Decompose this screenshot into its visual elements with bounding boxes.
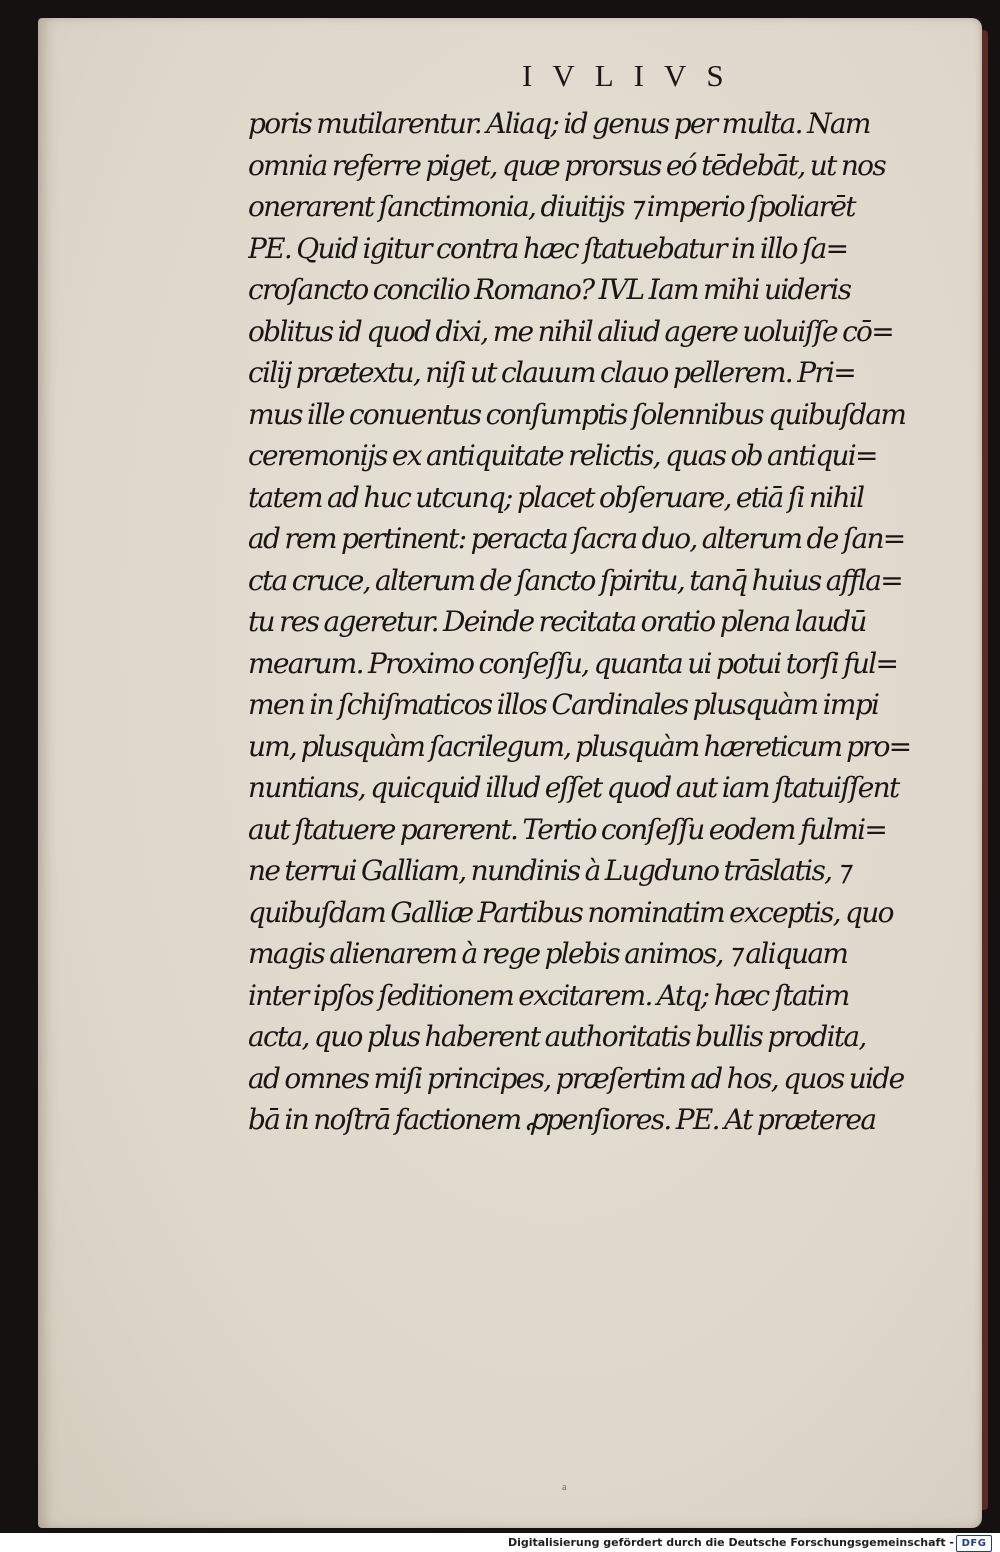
- text-line: PE. Quid igitur contra hæc ſtatuebatur in illo ſa=: [248, 231, 848, 265]
- funding-credit: Digitalisierung gefördert durch die Deutsche Forschungsgemeinschaft -: [507, 1536, 954, 1549]
- text-line: oblitus id quod dixi, me nihil aliud agere uoluiſſe cō=: [248, 314, 893, 348]
- text-line: tu res ageretur. Deinde recitata oratio plena laudū: [248, 605, 866, 638]
- text-line: mearum. Proximo conſeſſu, quanta ui potui torſi ful=: [248, 646, 898, 680]
- text-line: tatem ad huc utcunq; placet obſeruare, etiā ſi nihil: [248, 480, 864, 514]
- dfg-logo: DFG: [956, 1535, 992, 1552]
- text-line: nuntians, quicquid illud eſſet quod aut iam ſtatuiſſent: [248, 771, 899, 804]
- text-line: ne terrui Galliam, nundinis à Lugduno trāslatis, ⁊: [248, 854, 849, 887]
- text-line: magis alienarem à rege plebis animos, ⁊ aliquam: [248, 937, 848, 970]
- text-line: poris mutilarentur. Aliaq; id genus per multa. Nam: [248, 107, 870, 140]
- text-line: omnia referre piget, quæ prorsus eó tēdebāt, ut nos: [248, 148, 886, 182]
- text-line: quibuſdam Galliæ Partibus nominatim exceptis, quo: [248, 895, 893, 929]
- text-line: ad rem pertinent: peracta ſacra duo, alterum de ſan=: [248, 522, 905, 555]
- text-line: ad omnes miſi principes, præſertim ad hos, quos uide: [248, 1061, 904, 1095]
- running-head: IVLIVS: [522, 58, 744, 93]
- text-line: bā in noſtrā factionem ꝓpenſiores. PE. At præterea: [248, 1103, 876, 1136]
- text-line: ceremonijs ex antiquitate relictis, quas ob antiqui=: [248, 439, 877, 472]
- text-line: men in ſchiſmaticos illos Cardinales plusquàm impi: [248, 688, 879, 721]
- text-line: cilij prætextu, niſi ut clauum clauo pellerem. Pri=: [248, 356, 856, 389]
- text-line: cta cruce, alterum de ſancto ſpiritu, tanq̄ huius affla=: [248, 563, 903, 597]
- text-line: aut ſtatuere parerent. Tertio conſeſſu eodem fulmi=: [248, 812, 887, 846]
- text-line: mus ille conuentus conſumptis ſolennibus quibuſdam: [248, 397, 906, 431]
- text-line: acta, quo plus haberent authoritatis bullis prodita,: [248, 1020, 866, 1053]
- text-line: onerarent ſanctimonia, diuitijs ⁊ imperio ſpoliarēt: [248, 190, 855, 223]
- signature-mark: a: [562, 1482, 567, 1493]
- text-line: inter ipſos ſeditionem excitarem. Atq; hæc ſtatim: [248, 978, 849, 1012]
- text-line: croſancto concilio Romano? IVL Iam mihi uideris: [248, 273, 851, 306]
- text-line: um, plusquàm ſacrilegum, plusquàm hæreticum pro=: [248, 729, 911, 763]
- body-text: [248, 103, 918, 1141]
